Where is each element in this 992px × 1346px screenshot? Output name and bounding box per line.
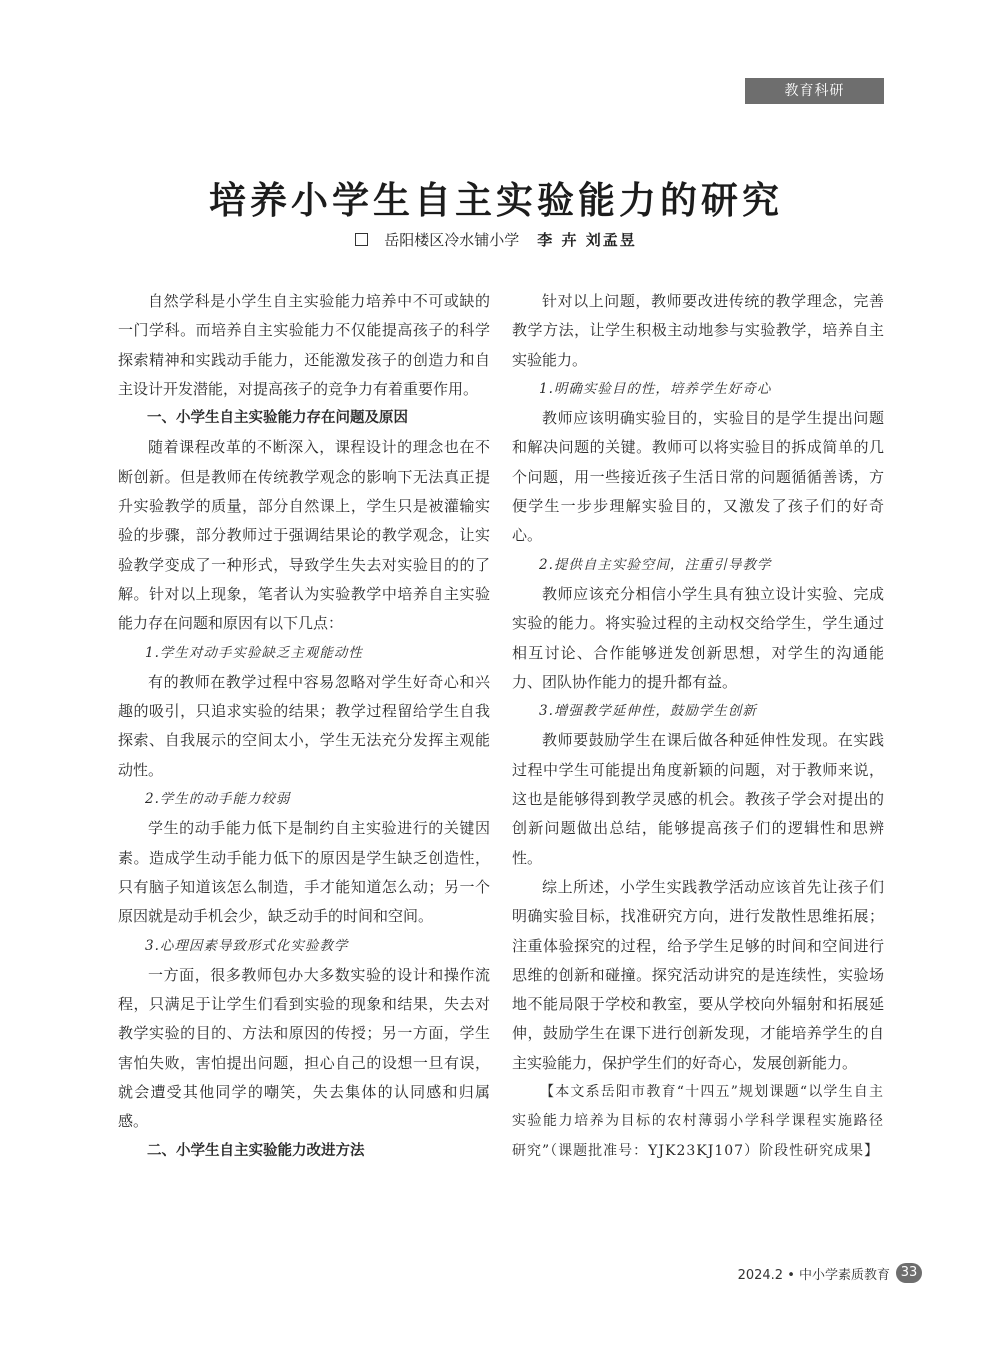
authors: 李 卉 刘孟昱 [537,231,637,249]
page-number: 33 [896,1263,922,1283]
paragraph: 随着课程改革的不断深入，课程设计的理念也在不断创新。但是教师在传统教学观念的影响下无法真正提升实验教学的质量，部分自然课上，学生只是被灌输实验的步骤，部分教师过于强调结果论的教学观念，让实验教学变成了一种形式，导致学生失去对实验目的的了解。针对以上现象，笔者认为实验教学中培养自主实验能力存在问题和原因有以下几点： [118,438,490,633]
paragraph: 综上所述，小学生实践教学活动应该首先让孩子们明确实验目标，找准研究方向，进行发散性思维拓展；注重体验探究的过程，给予学生足够的时间和空间进行思维的创新和碰撞。探究活动讲究的是连续性，实验场地不能局限于学校和教室，要从学校向外辐射和拓展延伸，鼓励学生在课下进行创新发现，才能培养学生的自主实验能力，保护学生们的好奇心，发展创新能力。 [512,877,884,1072]
section-heading: 二、小学生自主实验能力改进方法 [147,1142,365,1159]
left-column [118,287,490,1166]
funding-note: 【本文系岳阳市教育“十四五”规划课题“以学生自主实验能力培养为目标的农村薄弱小学科学课程实施路径研究”（课题批准号：YJK23KJ107）阶段性研究成果】 [512,1084,884,1159]
paragraph: 针对以上问题，教师要改进传统的教学理念，完善教学方法，让学生积极主动地参与实验教学，培养自主实验能力。 [512,292,884,369]
subsection-heading: 2.学生的动手能力较弱 [145,791,291,808]
subsection-heading: 1.学生对动手实验缺乏主观能动性 [145,644,363,661]
section-tag: 教育科研 [745,78,884,104]
issue-info: 2024.2 • 中小学素质教育 [737,1267,890,1283]
byline [0,229,992,250]
subsection-heading: 3.心理因素导致形式化实验教学 [145,937,349,954]
subsection-heading: 2.提供自主实验空间，注重引导教学 [539,556,772,573]
paragraph: 教师要鼓励学生在课后做各种延伸性发现。在实践过程中学生可能提出角度新颖的问题，对于教师来说，这也是能够得到教学灵感的机会。教孩子学会对提出的创新问题做出总结，能够提高孩子们的逻辑性和思辨性。 [512,731,884,867]
page-footer [738,1263,922,1283]
square-icon [355,233,368,246]
paragraph: 教师应该充分相信小学生具有独立设计实验、完成实验的能力。将实验过程的主动权交给学生，学生通过相互讨论、合作能够迸发创新思想，对学生的沟通能力、团队协作能力的提升都有益。 [512,584,884,691]
paragraph: 自然学科是小学生自主实验能力培养中不可或缺的一门学科。而培养自主实验能力不仅能提高孩子的科学探索精神和实践动手能力，还能激发孩子的创造力和自主设计开发潜能，对提高孩子的竞争力有着重要作用。 [118,292,490,398]
right-column [512,287,884,1166]
subsection-heading: 1.明确实验目的性，培养学生好奇心 [539,380,772,397]
subsection-heading: 3.增强教学延伸性，鼓励学生创新 [539,703,757,720]
section-heading: 一、小学生自主实验能力存在问题及原因 [147,410,408,427]
paragraph: 一方面，很多教师包办大多数实验的设计和操作流程，只满足于让学生们看到实验的现象和结果，失去对教学实验的目的、方法和原因的传授；另一方面，学生害怕失败，害怕提出问题，担心自己的设想一旦有误，就会遭受其他同学的嘲笑，失去集体的认同感和归属感。 [118,965,490,1131]
affiliation: 岳阳楼区冷水铺小学 [384,231,520,249]
paragraph: 教师应该明确实验目的，实验目的是学生提出问题和解决问题的关键。教师可以将实验目的拆成简单的几个问题，用一些接近孩子生活日常的问题循循善诱，方便学生一步步理解实验目的，又激发了孩子们的好奇心。 [512,409,884,545]
article-title: 培养小学生自主实验能力的研究 [209,179,783,222]
paragraph: 学生的动手能力低下是制约自主实验进行的关键因素。造成学生动手能力低下的原因是学生缺乏创造性，只有脑子知道该怎么制造，手才能知道怎么动；另一个原因就是动手机会少，缺乏动手的时间和空间。 [118,819,490,926]
paragraph: 有的教师在教学过程中容易忽略对学生好奇心和兴趣的吸引，只追求实验的结果；教学过程留给学生自我探索、自我展示的空间太小，学生无法充分发挥主观能动性。 [118,672,490,779]
